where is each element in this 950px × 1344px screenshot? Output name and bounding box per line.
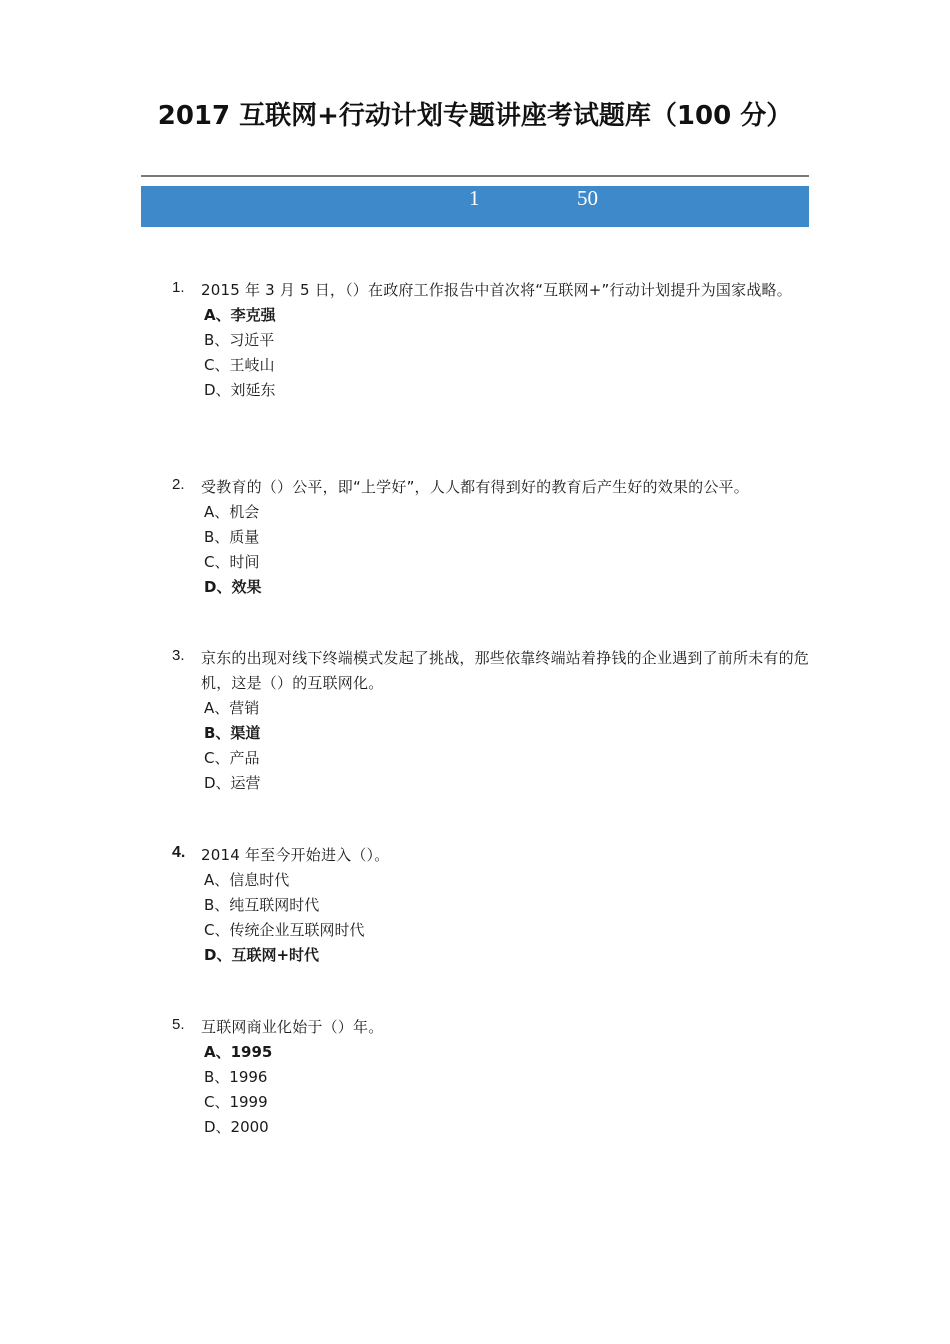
option-list	[204, 696, 812, 796]
question-number: 2.	[172, 476, 185, 493]
option-list	[204, 500, 812, 600]
option-a: A、1995	[204, 1043, 273, 1061]
question-text: 京东的出现对线下终端模式发起了挑战，那些依靠终端站着挣钱的企业遇到了前所未有的危机，这是（）的互联网化。	[201, 649, 810, 692]
option-a: A、信息时代	[204, 871, 290, 889]
option-d: D、互联网+时代	[204, 946, 320, 964]
option-c: C、产品	[204, 749, 260, 767]
option-a: A、机会	[204, 503, 260, 521]
question-text: 2014 年至今开始进入（）。	[201, 846, 390, 864]
question-5	[172, 1015, 812, 1140]
option-d: D、效果	[204, 578, 262, 596]
option-list	[204, 868, 812, 968]
question-1	[172, 278, 812, 403]
question-text: 2015 年 3 月 5 日，（）在政府工作报告中首次将“互联网+”行动计划提升为国家战略。	[201, 281, 792, 299]
option-c: C、1999	[204, 1093, 268, 1111]
question-number: 1.	[172, 279, 185, 296]
option-d: D、2000	[204, 1118, 269, 1136]
banner-end-number: 50	[577, 186, 598, 210]
question-number: 3.	[172, 647, 185, 664]
option-b: B、纯互联网时代	[204, 896, 320, 914]
option-d: D、刘延东	[204, 381, 276, 399]
page-title: 2017 互联网+行动计划专题讲座考试题库（100 分）	[157, 101, 793, 131]
option-a: A、营销	[204, 699, 260, 717]
option-d: D、运营	[204, 774, 261, 792]
option-c: C、时间	[204, 553, 260, 571]
question-number: 4.	[172, 844, 186, 861]
question-4	[172, 843, 812, 968]
question-2	[172, 475, 812, 600]
option-b: B、1996	[204, 1068, 268, 1086]
option-c: C、王岐山	[204, 356, 275, 374]
question-text: 互联网商业化始于（）年。	[201, 1018, 384, 1036]
option-list	[204, 303, 812, 403]
banner-start-number: 1	[469, 186, 480, 210]
section-banner	[141, 186, 809, 227]
option-c: C、传统企业互联网时代	[204, 921, 365, 939]
option-b: B、质量	[204, 528, 260, 546]
title-divider	[141, 175, 809, 177]
option-b: B、习近平	[204, 331, 275, 349]
option-b: B、渠道	[204, 724, 261, 742]
question-number: 5.	[172, 1016, 185, 1033]
question-3	[172, 646, 812, 796]
option-list	[204, 1040, 812, 1140]
question-text: 受教育的（）公平，即“上学好”，人人都有得到好的教育后产生好的效果的公平。	[201, 478, 749, 496]
option-a: A、李克强	[204, 306, 276, 324]
